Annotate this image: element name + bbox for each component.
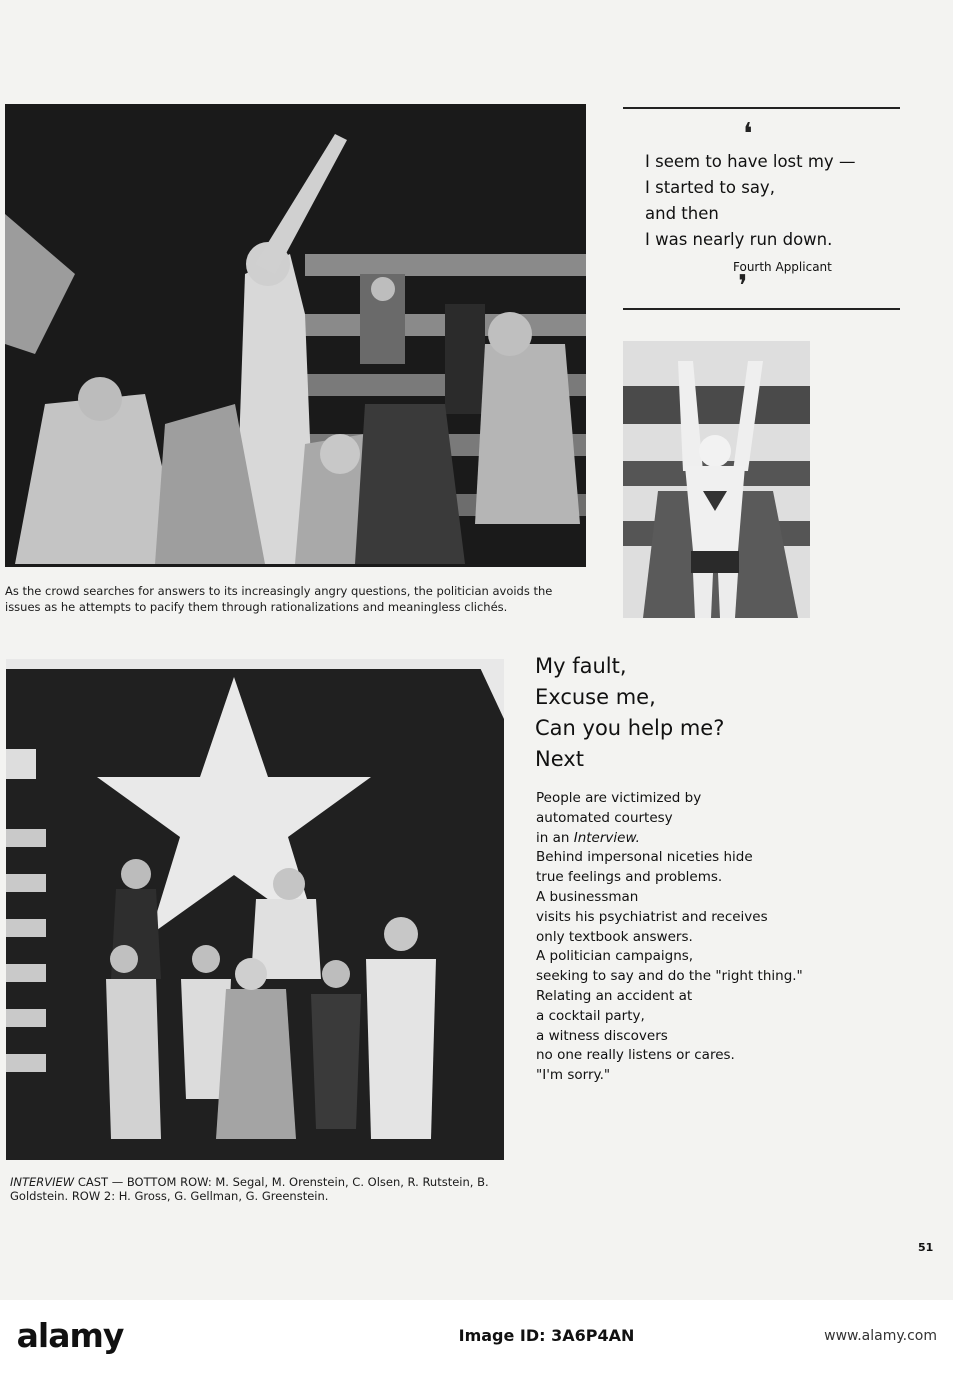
- crowd-scene-photo: [5, 104, 586, 567]
- caption-play-title: INTERVIEW: [10, 1175, 75, 1189]
- quote-box: [623, 107, 900, 310]
- interview-cast-caption: [10, 1175, 510, 1203]
- page-number: 51: [918, 1241, 934, 1254]
- close-quote-mark: ❜: [738, 269, 748, 304]
- body-line: no one really listens or cares.: [536, 1047, 735, 1064]
- quote-line: I started to say,: [645, 178, 775, 197]
- body-line: a cocktail party,: [536, 1007, 645, 1024]
- body-line: People are victimized by: [536, 790, 702, 806]
- body-line: seeking to say and do the "right thing.": [536, 968, 803, 985]
- body-text-span: in an: [536, 829, 574, 846]
- superhero-poster-photo: [623, 341, 810, 618]
- body-line: Relating an accident at: [536, 987, 693, 1004]
- body-line: Behind impersonal niceties hide: [536, 849, 753, 866]
- body-line: a witness discovers: [536, 1027, 668, 1044]
- headline: [535, 651, 724, 775]
- open-quote-mark: ❛: [743, 117, 753, 152]
- stock-footer: [0, 1300, 953, 1390]
- headline-line: Can you help me?: [535, 716, 725, 740]
- body-line: visits his psychiatrist and receives: [536, 908, 768, 925]
- alamy-logo[interactable]: alamy: [16, 1316, 124, 1355]
- body-line: A businessman: [536, 888, 639, 905]
- quote-text: [645, 149, 855, 253]
- body-line: only textbook answers.: [536, 928, 693, 945]
- body-line: true feelings and problems.: [536, 869, 723, 886]
- body-text: [536, 789, 803, 1086]
- headline-line: Next: [535, 747, 584, 771]
- play-title-italic: Interview.: [573, 829, 640, 846]
- body-line: A politician campaigns,: [536, 948, 694, 965]
- quote-attribution: Fourth Applicant: [733, 260, 832, 274]
- headline-line: Excuse me,: [535, 685, 656, 709]
- body-line: automated courtesy: [536, 809, 673, 826]
- crowd-photo-caption: As the crowd searches for answers to its increasingly angry questions, the politician avoids the issues as he attempts to pacify them through rationalizations and meaningless clichés.: [5, 584, 553, 614]
- quote-line: and then: [645, 204, 719, 223]
- quote-line: I was nearly run down.: [645, 230, 833, 249]
- image-id: Image ID: 3A6P4AN: [458, 1326, 635, 1345]
- quote-line: I seem to have lost my —: [645, 152, 856, 171]
- footer-url[interactable]: www.alamy.com: [824, 1328, 937, 1344]
- caption-cast-list: CAST — BOTTOM ROW: M. Segal, M. Orenstein, C. Olsen, R. Rutstein, B. Goldstein. ROW 2: H. Gross, G. Gellman, G. Greenstein.: [10, 1175, 489, 1203]
- body-line: [536, 829, 803, 849]
- headline-line: My fault,: [535, 654, 627, 678]
- interview-cast-photo: [6, 659, 504, 1160]
- body-line: "I'm sorry.": [536, 1067, 611, 1084]
